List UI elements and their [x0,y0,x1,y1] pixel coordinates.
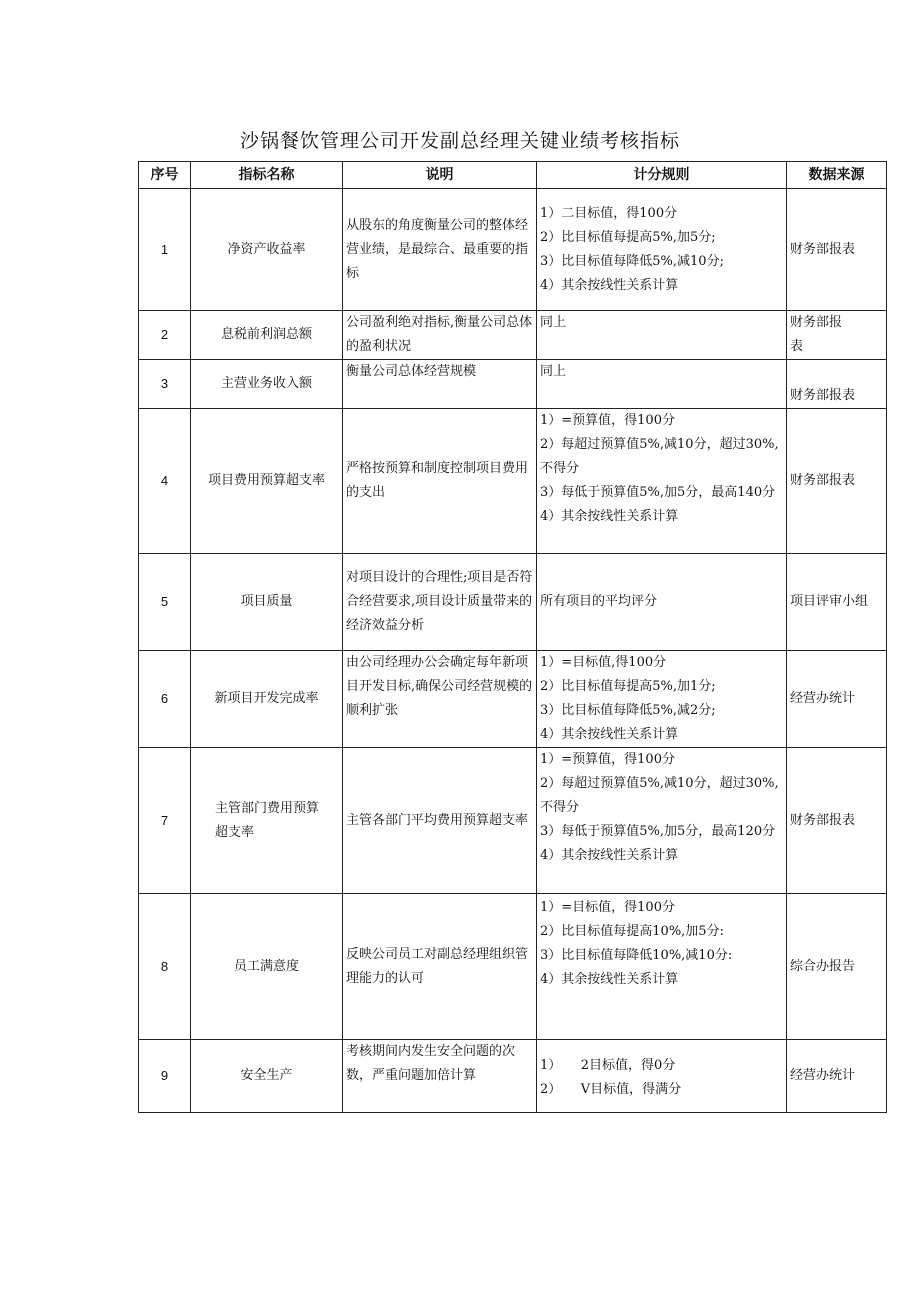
row-seq: 2 [139,311,191,360]
rule-line: 2） V目标值，得满分 [540,1082,682,1097]
rule-line: 2）每超过预算值5%,减10分，超过30%,不得分 [540,776,779,815]
rule-line: 3）每低于预算值5%,加5分，最高140分 [540,485,776,500]
table-row [139,748,887,894]
row-seq: 9 [139,1040,191,1113]
row-data-source: 财务部报表 [787,409,887,554]
rule-line: 3）每低于预算值5%,加5分，最高120分 [540,824,776,839]
table-header-row [139,162,887,189]
row-scoring-rules [537,311,787,360]
table-row [139,189,887,311]
table-row [139,894,887,1040]
rule-line: 1）=目标值,得100分 [540,655,667,670]
rule-line: 1） 2目标值，得0分 [540,1058,676,1073]
row-data-source: 财务部报表 [787,360,887,409]
table-row [139,360,887,409]
row-description: 衡量公司总体经营规模 [343,360,537,409]
header-name: 指标名称 [191,162,343,189]
table-row [139,554,887,651]
rule-line: 同上 [540,315,567,330]
rule-line: 4）其余按线性关系计算 [540,277,679,293]
row-seq: 5 [139,554,191,651]
row-description: 从股东的角度衡量公司的整体经营业绩，是最综合、最重要的指标 [343,189,537,311]
rule-line: 1）二目标值，得100分 [540,205,678,221]
row-indicator-name: 安全生产 [191,1040,343,1113]
row-indicator-name: 新项目开发完成率 [191,651,343,748]
row-seq: 3 [139,360,191,409]
row-data-source: 财务部报表 [787,311,887,360]
table-row [139,409,887,554]
rule-line: 1）=预算值，得100分 [540,752,675,767]
header-rules: 计分规则 [537,162,787,189]
row-data-source: 财务部报表 [787,748,887,894]
row-data-source: 经营办统计 [787,651,887,748]
row-scoring-rules [537,748,787,894]
rule-line: 2）每超过预算值5%,减10分，超过30%,不得分 [540,437,779,476]
row-indicator-name: 项目质量 [191,554,343,651]
row-scoring-rules [537,189,787,311]
rule-line: 2）比目标值每提高5%,加5分; [540,229,716,245]
table-row [139,1040,887,1113]
row-data-source: 经营办统计 [787,1040,887,1113]
row-scoring-rules [537,894,787,1040]
row-seq: 6 [139,651,191,748]
rule-line: 4）其余按线性关系计算 [540,727,679,742]
row-description: 严格按预算和制度控制项目费用的支出 [343,409,537,554]
row-description: 考核期间内发生安全问题的次数，严重问题加倍计算 [343,1040,537,1113]
rule-line: 4）其余按线性关系计算 [540,848,679,863]
row-scoring-rules [537,409,787,554]
row-indicator-name: 息税前利润总额 [191,311,343,360]
row-scoring-rules [537,1040,787,1113]
row-description: 主管各部门平均费用预算超支率 [343,748,537,894]
row-description: 公司盈利绝对指标,衡量公司总体的盈利状况 [343,311,537,360]
rule-line: 同上 [540,364,567,379]
rule-line: 3）比目标值每降低5%,减2分; [540,703,716,718]
kpi-table [138,161,887,1113]
header-seq: 序号 [139,162,191,189]
row-indicator-name: 项目费用预算超支率 [191,409,343,554]
table-row [139,311,887,360]
row-data-source: 财务部报表 [787,189,887,311]
rule-line: 4）其余按线性关系计算 [540,972,679,987]
rule-line: 2）比目标值每提高5%,加1分; [540,679,716,694]
row-description: 由公司经理办公会确定每年新项目开发目标,确保公司经营规模的顺利扩张 [343,651,537,748]
rule-line: 3）比目标值每降低5%,减10分; [540,253,724,269]
rule-line: 2）比目标值每提高10%,加5分: [540,924,724,939]
header-source: 数据来源 [787,162,887,189]
row-seq: 4 [139,409,191,554]
row-scoring-rules [537,554,787,651]
row-indicator-name: 净资产收益率 [191,189,343,311]
row-description: 对项目设计的合理性;项目是否符合经营要求,项目设计质量带来的经济效益分析 [343,554,537,651]
row-indicator-name: 主营业务收入额 [191,360,343,409]
row-indicator-name: 主管部门费用预算超支率 [191,748,343,894]
row-seq: 1 [139,189,191,311]
row-indicator-name: 员工满意度 [191,894,343,1040]
rule-line: 1）=目标值，得100分 [540,900,675,915]
row-data-source: 综合办报告 [787,894,887,1040]
row-seq: 8 [139,894,191,1040]
row-data-source: 项目评审小组 [787,554,887,651]
rule-line: 1）=预算值，得100分 [540,413,675,428]
document-title: 沙锅餐饮管理公司开发副总经理关键业绩考核指标 [239,130,680,152]
row-description: 反映公司员工对副总经理组织管理能力的认可 [343,894,537,1040]
rule-line: 3）比目标值每降低10%,减10分: [540,948,733,963]
table-row [139,651,887,748]
rule-line: 所有项目的平均评分 [540,594,658,609]
row-seq: 7 [139,748,191,894]
header-desc: 说明 [343,162,537,189]
row-scoring-rules [537,360,787,409]
rule-line: 4）其余按线性关系计算 [540,509,679,524]
row-scoring-rules [537,651,787,748]
